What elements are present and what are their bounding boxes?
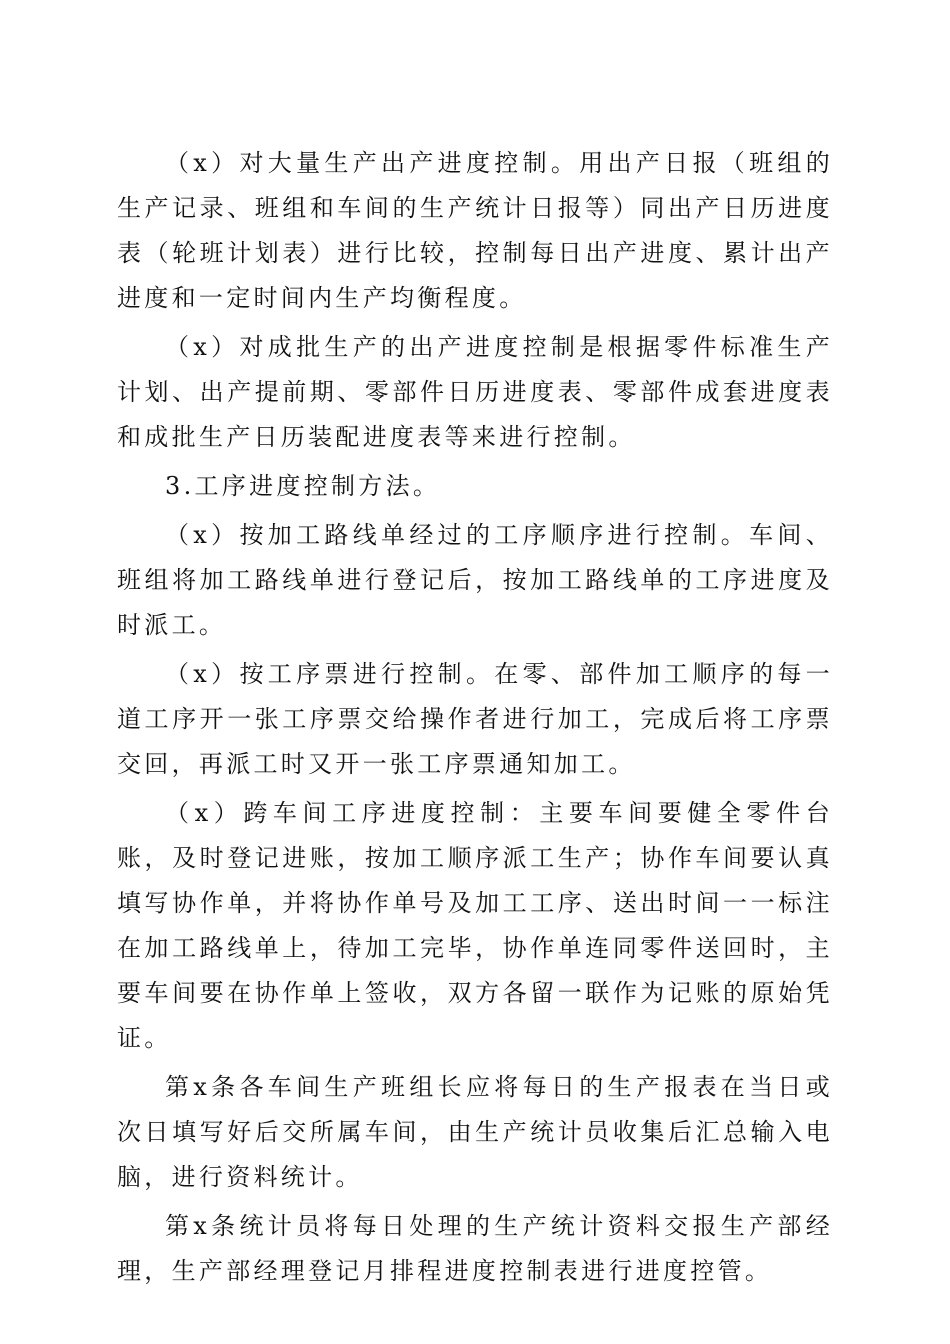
document-body [117, 141, 833, 1298]
paragraph-article-statistics-report: 第x条统计员将每日处理的生产统计资料交报生产部经理，生产部经理登记月排程进度控制表进行进度控管。 [117, 1212, 833, 1285]
section-heading-process-progress-control: 3.工序进度控制方法。 [165, 472, 441, 500]
paragraph-article-daily-report: 第x条各车间生产班组长应将每日的生产报表在当日或次日填写好后交所属车间，由生产统计员收集后汇总输入电脑，进行资料统计。 [117, 1073, 833, 1191]
paragraph-cross-workshop-control: （x）跨车间工序进度控制：主要车间要健全零件台账，及时登记进账，按加工顺序派工生产；协作车间要认真填写协作单，并将协作单号及加工工序、送出时间一一标注在加工路线单上，待加工完毕，协作单连同零件送回时，主要车间要在协作单上签收，双方各留一联作为记账的原始凭证。 [117, 799, 833, 1052]
paragraph-mass-production-output-control: （x）对大量生产出产进度控制。用出产日报（班组的生产记录、班组和车间的生产统计日报等）同出产日历进度表（轮班计划表）进行比较，控制每日出产进度、累计出产进度和一定时间内生产均衡程度。 [117, 149, 833, 312]
paragraph-process-ticket-control: （x）按工序票进行控制。在零、部件加工顺序的每一道工序开一张工序票交给操作者进行加工，完成后将工序票交回，再派工时又开一张工序票通知加工。 [117, 660, 833, 778]
paragraph-batch-production-output-control: （x）对成批生产的出产进度控制是根据零件标准生产计划、出产提前期、零部件日历进度表、零部件成套进度表和成批生产日历装配进度表等来进行控制。 [117, 333, 833, 451]
paragraph-routing-sheet-control: （x）按加工路线单经过的工序顺序进行控制。车间、班组将加工路线单进行登记后，按加工路线单的工序进度及时派工。 [117, 521, 833, 639]
